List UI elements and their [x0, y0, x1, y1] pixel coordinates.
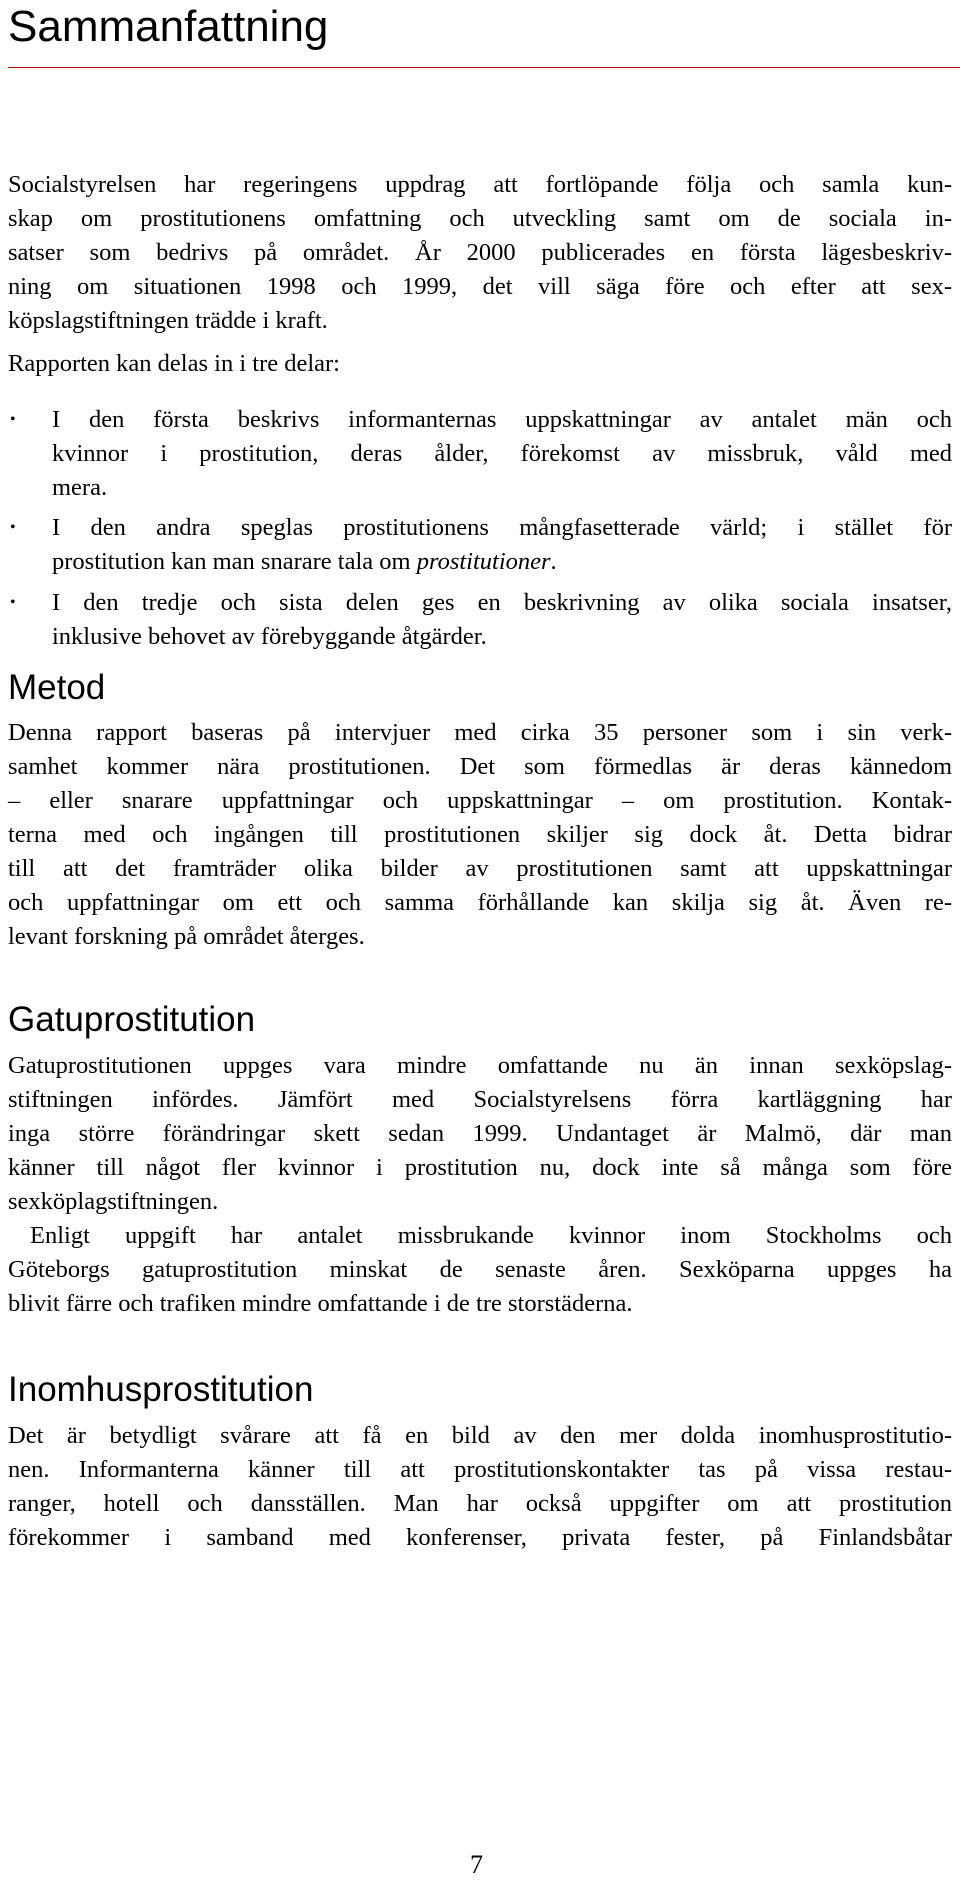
emphasis-text: prostitutioner	[416, 548, 551, 575]
bullet-item-line: mera.	[52, 474, 108, 501]
bullet-icon: •	[10, 411, 16, 428]
bullet-item-line: I den andra speglas prostitutionens mångfasetterade värld; i stället för	[52, 514, 952, 541]
title-rule	[8, 67, 960, 68]
metod-line: samhet kommer nära prostitutionen. Det som förmedlas är deras kännedom	[8, 753, 952, 780]
metod-line: och uppfattningar om ett och samma förhållande kan skilja sig åt. Även re-	[8, 889, 952, 916]
intro-line: satser som bedrivs på området. År 2000 publicerades en första lägesbeskriv-	[8, 239, 952, 266]
intro-line: Socialstyrelsen har regeringens uppdrag att fortlöpande följa och samla kun-	[8, 171, 952, 198]
section-heading-inomhusprostitution: Inomhusprostitution	[8, 1370, 314, 1409]
gatu-line: stiftningen infördes. Jämfört med Socialstyrelsens förra kartläggning har	[8, 1086, 952, 1113]
bullet-text: .	[550, 548, 557, 575]
metod-line: Denna rapport baseras på intervjuer med cirka 35 personer som i sin verk-	[8, 719, 952, 746]
bullet-item-line: kvinnor i prostitution, deras ålder, förekomst av missbruk, våld med	[52, 440, 952, 467]
bullet-text: prostitution kan man snarare tala om	[52, 548, 417, 575]
gatu-line: inga större förändringar skett sedan 1999. Undantaget är Malmö, där man	[8, 1120, 952, 1147]
metod-line: till att det framträder olika bilder av prostitutionen samt att uppskattningar	[8, 855, 952, 882]
gatu-line: Enligt uppgift har antalet missbrukande kvinnor inom Stockholms och	[30, 1222, 952, 1249]
gatu-line: sexköplagstiftningen.	[8, 1188, 219, 1215]
gatu-line: Göteborgs gatuprostitution minskat de senaste åren. Sexköparna uppges ha	[8, 1256, 952, 1283]
inom-line: ranger, hotell och dansställen. Man har också uppgifter om att prostitution	[8, 1490, 952, 1517]
bullet-item-line: inklusive behovet av förebyggande åtgärder.	[52, 623, 487, 650]
gatu-line: blivit färre och trafiken mindre omfattande i de tre storstäderna.	[8, 1290, 633, 1317]
intro-line: ning om situationen 1998 och 1999, det vill säga före och efter att sex-	[8, 273, 952, 300]
metod-line: – eller snarare uppfattningar och uppskattningar – om prostitution. Kontak-	[8, 787, 952, 814]
inom-line: Det är betydligt svårare att få en bild av den mer dolda inomhusprostitutio-	[8, 1422, 952, 1449]
bullet-item-line	[52, 545, 952, 579]
inom-line: förekommer i samband med konferenser, privata fester, på Finlandsbåtar	[8, 1524, 952, 1551]
bullet-icon: •	[10, 519, 16, 536]
metod-line: levant forskning på området återges.	[8, 923, 365, 950]
section-heading-metod: Metod	[8, 668, 106, 707]
page-number: 7	[470, 1850, 483, 1879]
metod-line: terna med och ingången till prostitutionen skiljer sig dock åt. Detta bidrar	[8, 821, 952, 848]
inom-line: nen. Informanterna känner till att prostitutionskontakter tas på vissa restau-	[8, 1456, 952, 1483]
bullet-item-line: I den tredje och sista delen ges en beskrivning av olika sociala insatser,	[52, 589, 952, 616]
bullet-item-line: I den första beskrivs informanternas uppskattningar av antalet män och	[52, 406, 952, 433]
intro-line: köpslagstiftningen trädde i kraft.	[8, 307, 328, 334]
bullet-icon: •	[10, 594, 16, 611]
section-heading-gatuprostitution: Gatuprostitution	[8, 1000, 256, 1039]
page-title: Sammanfattning	[8, 2, 329, 51]
gatu-line: Gatuprostitutionen uppges vara mindre omfattande nu än innan sexköpslag-	[8, 1052, 952, 1079]
gatu-line: känner till något fler kvinnor i prostitution nu, dock inte så många som före	[8, 1154, 952, 1181]
intro-line: skap om prostitutionens omfattning och utveckling samt om de sociala in-	[8, 205, 952, 232]
intro-lead: Rapporten kan delas in i tre delar:	[8, 350, 340, 377]
